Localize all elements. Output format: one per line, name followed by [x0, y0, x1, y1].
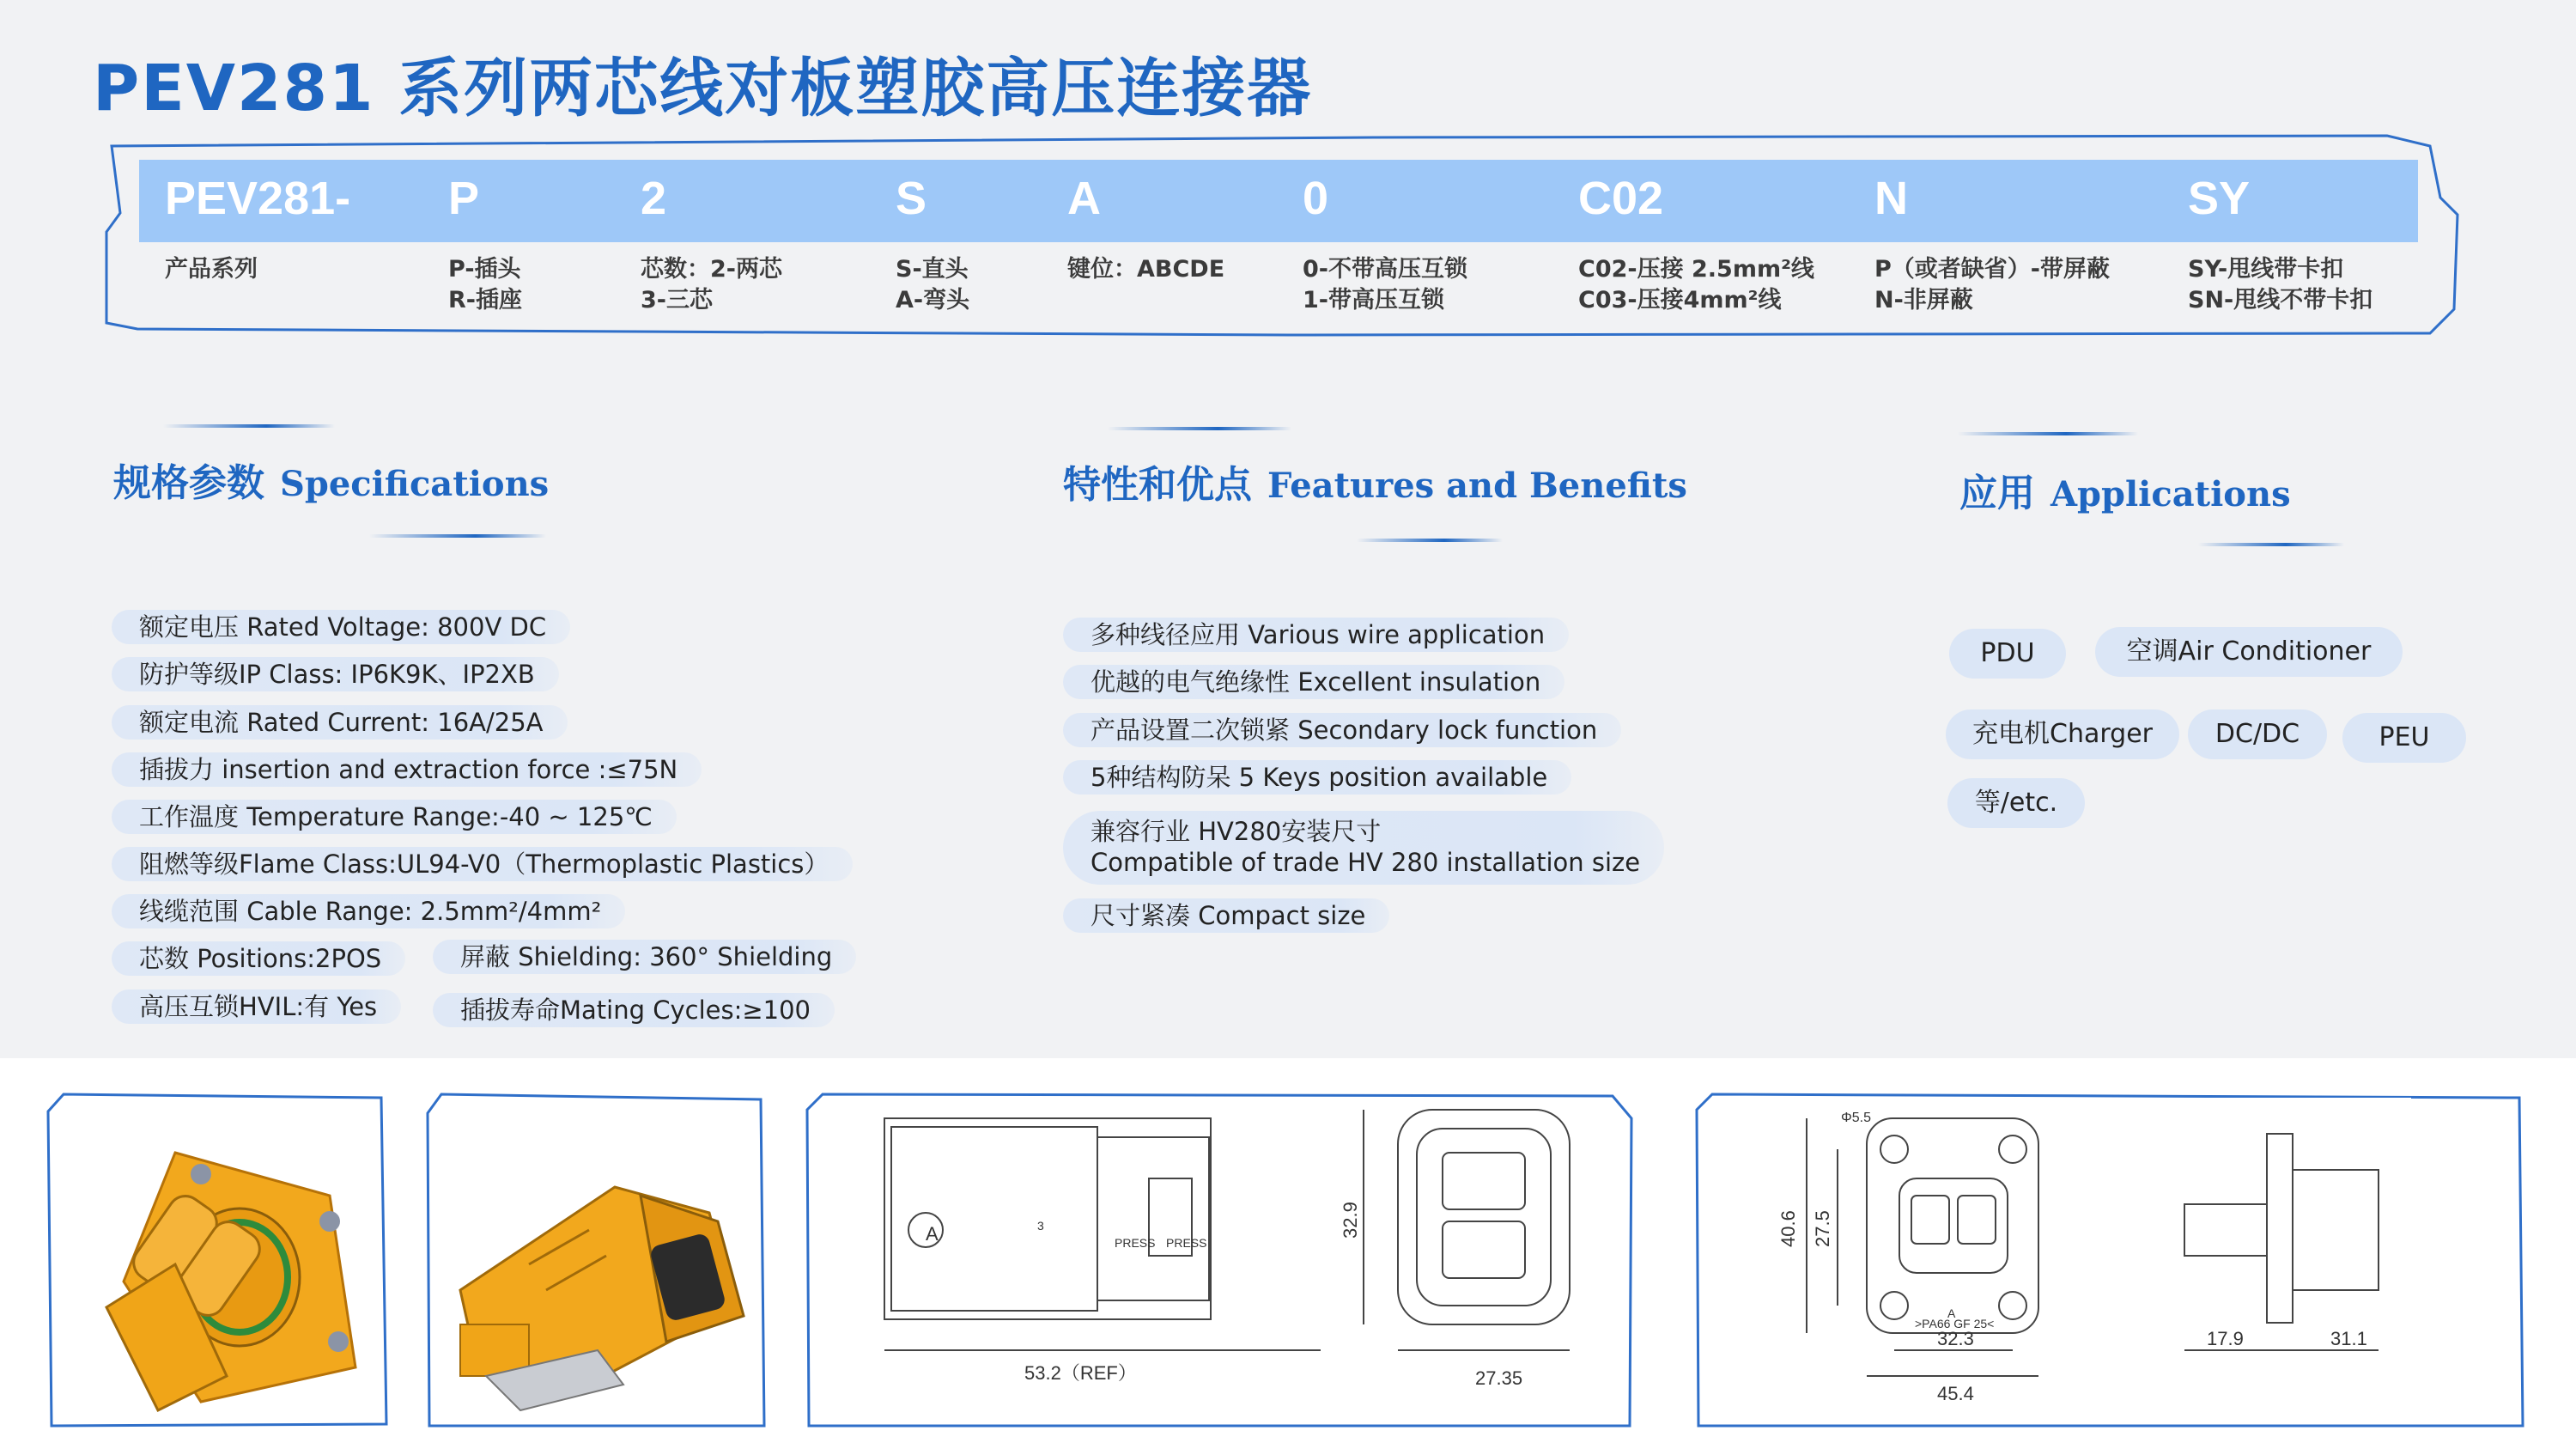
spec-item: 插拔寿命Mating Cycles:≥100	[433, 993, 835, 1027]
code-hvil: 0	[1303, 173, 1329, 224]
part-number-bar	[139, 160, 2418, 242]
applications-top-rule	[1958, 432, 2138, 435]
spec-item: 屏蔽 Shielding: 360° Shielding	[433, 940, 856, 974]
features-top-rule	[1108, 427, 1291, 430]
application-item: 充电机Charger	[1946, 709, 2179, 759]
specs-heading: 规格参数 Specifications	[113, 461, 550, 505]
spec-item: 芯数 Positions:2POS	[112, 941, 405, 976]
plug-drawing	[805, 1093, 1635, 1428]
receptacle-drawing	[1695, 1093, 2526, 1428]
application-item: PDU	[1949, 629, 2066, 679]
drawing2-dim-height: 40.6	[1777, 1210, 1799, 1247]
technical-drawing-plug	[805, 1093, 1635, 1428]
code-desc-crimp: C02-压接 2.5mm²线 C03-压接4mm²线	[1578, 256, 1814, 314]
spec-item: 插拔力 insertion and extraction force :≤75N	[112, 752, 702, 787]
code-desc-lead: SY-甩线带卡扣 SN-甩线不带卡扣	[2188, 256, 2373, 314]
receptacle-illustration	[46, 1093, 390, 1428]
drawing2-label-a: A	[1947, 1306, 1956, 1320]
code-desc-shielding: P（或者缺省）-带屏蔽 N-非屏蔽	[1874, 256, 2110, 314]
application-item: PEU	[2342, 713, 2466, 763]
features-heading: 特性和优点 Features and Benefits	[1063, 463, 1687, 507]
code-desc-hvil: 0-不带高压互锁 1-带高压互锁	[1303, 256, 1467, 314]
code-desc-gender: P-插头 R-插座	[448, 256, 522, 314]
spec-item: 线缆范围 Cable Range: 2.5mm²/4mm²	[112, 894, 625, 928]
drawing1-label-3: 3	[1037, 1219, 1044, 1233]
features-bottom-rule	[1357, 539, 1503, 542]
feature-item: 5种结构防呆 5 Keys position available	[1063, 760, 1571, 795]
drawing2-dim-hole-pitch-h: 32.3	[1937, 1328, 1974, 1349]
applications-heading: 应用 Applications	[1959, 472, 2291, 515]
drawing1-label-a: A	[926, 1223, 939, 1245]
code-desc-keying: 键位：ABCDE	[1067, 256, 1225, 283]
technical-drawing-receptacle	[1695, 1093, 2526, 1428]
code-gender: P	[448, 173, 480, 224]
feature-item: 尺寸紧凑 Compact size	[1063, 898, 1389, 933]
code-keying: A	[1067, 173, 1101, 224]
drawing1-dim-height: 32.9	[1340, 1202, 1361, 1239]
code-shielding: N	[1874, 173, 1908, 224]
drawing2-label-material: >PA66 GF 25<	[1915, 1317, 1995, 1330]
application-item: 空调Air Conditioner	[2095, 627, 2403, 677]
code-positions: 2	[641, 173, 667, 224]
feature-item: 产品设置二次锁紧 Secondary lock function	[1063, 713, 1621, 747]
code-series: PEV281-	[165, 173, 351, 224]
code-lead: SY	[2188, 173, 2251, 224]
spec-item: 阻燃等级Flame Class:UL94-V0（Thermoplastic Plastics）	[112, 847, 853, 881]
plug-illustration	[426, 1093, 766, 1428]
product-image-plug	[426, 1093, 766, 1428]
code-orientation: S	[896, 173, 927, 224]
code-desc-orientation: S-直头 A-弯头	[896, 256, 970, 314]
drawing2-dim-side-2: 31.1	[2330, 1328, 2367, 1349]
drawing1-dim-width: 27.35	[1475, 1367, 1523, 1389]
product-image-receptacle	[46, 1093, 390, 1428]
specs-top-rule	[163, 424, 335, 428]
application-item: 等/etc.	[1947, 778, 2085, 828]
drawing2-dim-hole-pitch-v: 27.5	[1812, 1210, 1833, 1247]
spec-item: 额定电流 Rated Current: 16A/25A	[112, 705, 568, 740]
specs-bottom-rule	[369, 534, 546, 538]
drawing2-dim-hole: Φ5.5	[1841, 1111, 1872, 1125]
code-desc-series: 产品系列	[165, 256, 258, 283]
spec-item: 工作温度 Temperature Range:-40 ~ 125℃	[112, 800, 677, 834]
drawing2-dim-width: 45.4	[1937, 1383, 1974, 1404]
spec-item: 额定电压 Rated Voltage: 800V DC	[112, 610, 570, 644]
code-desc-positions: 芯数：2-两芯 3-三芯	[641, 256, 782, 314]
code-crimp: C02	[1578, 173, 1664, 224]
spec-item: 防护等级IP Class: IP6K9K、IP2XB	[112, 657, 559, 691]
application-item: DC/DC	[2188, 709, 2327, 759]
drawing1-label-press-2: PRESS	[1166, 1236, 1207, 1250]
drawing1-label-press-1: PRESS	[1115, 1236, 1156, 1250]
page-title: PEV281 系列两芯线对板塑胶高压连接器	[93, 52, 1313, 125]
drawing2-dim-side-1: 17.9	[2207, 1328, 2244, 1349]
applications-bottom-rule	[2198, 543, 2344, 546]
spec-item: 高压互锁HVIL:有 Yes	[112, 989, 401, 1024]
drawing1-dim-length: 53.2（REF）	[1024, 1362, 1137, 1384]
feature-item: 兼容行业 HV280安装尺寸 Compatible of trade HV 280 installation size	[1063, 811, 1664, 885]
feature-item: 多种线径应用 Various wire application	[1063, 618, 1569, 652]
feature-item: 优越的电气绝缘性 Excellent insulation	[1063, 665, 1564, 699]
